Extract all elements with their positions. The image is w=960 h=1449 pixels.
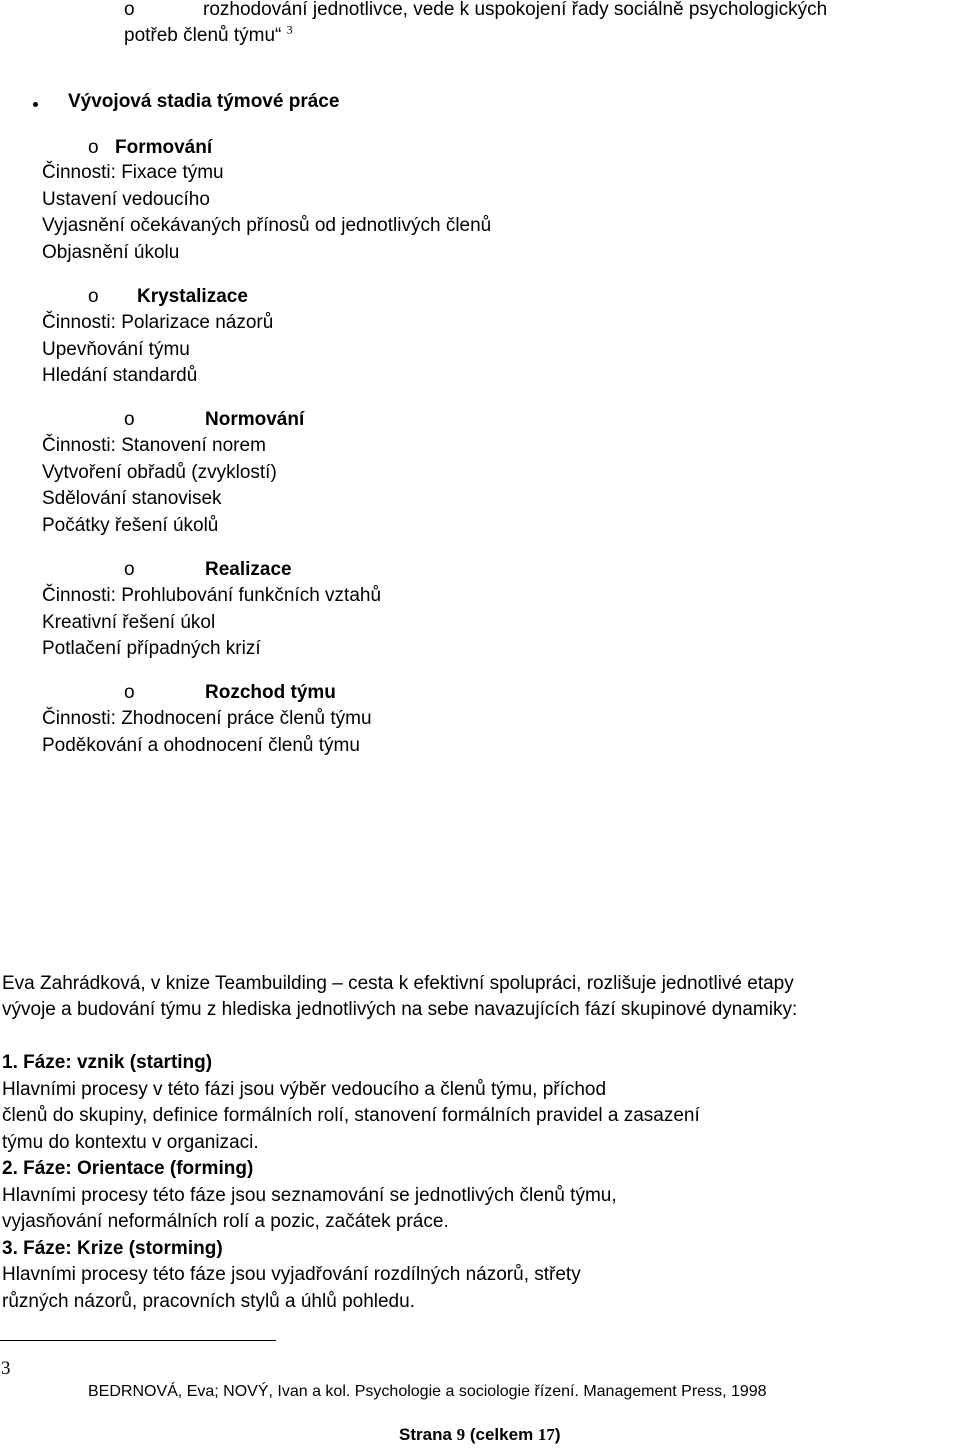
stage-bullet: o [124, 409, 135, 430]
phase-line: Hlavními procesy této fáze jsou seznamování se jednotlivých členů týmu, [2, 1185, 617, 1206]
stage-bullet: o [124, 682, 135, 703]
stage-line: Kreativní řešení úkol [42, 612, 216, 633]
phase-line: týmu do kontextu v organizaci. [2, 1132, 259, 1153]
footnote-reference: 3 [286, 22, 293, 37]
phase-heading-1: 1. Fáze: vznik (starting) [2, 1052, 213, 1073]
stage-title-realizace: Realizace [205, 559, 292, 580]
page-footer [399, 1422, 561, 1449]
stage-title-formovani: Formování [115, 137, 213, 158]
intro-line-2-text: potřeb členů týmu“ [124, 25, 282, 46]
stage-line: Objasnění úkolu [42, 242, 180, 263]
stage-line: Hledání standardů [42, 365, 198, 386]
stage-line: Potlačení případných krizí [42, 638, 261, 659]
section-heading: Vývojová stadia týmové práce [68, 91, 340, 112]
stage-line: Vyjasnění očekávaných přínosů od jednotlivých členů [42, 215, 492, 236]
stage-line: Poděkování a ohodnocení členů týmu [42, 735, 360, 756]
stage-line: Upevňování týmu [42, 339, 190, 360]
bullet-dot-icon [33, 102, 38, 107]
phase-line: Hlavními procesy této fáze jsou vyjadřování rozdílných názorů, střety [2, 1264, 581, 1285]
stage-line: Činnosti: Stanovení norem [42, 435, 266, 456]
stage-line: Činnosti: Fixace týmu [42, 162, 224, 183]
stage-line: Činnosti: Zhodnocení práce členů týmu [42, 708, 372, 729]
stage-line: Činnosti: Polarizace názorů [42, 312, 274, 333]
stage-line: Činnosti: Prohlubování funkčních vztahů [42, 585, 382, 606]
stage-line: Počátky řešení úkolů [42, 515, 219, 536]
phase-line: členů do skupiny, definice formálních rolí, stanovení formálních pravidel a zasazení [2, 1105, 700, 1126]
stage-title-normovani: Normování [205, 409, 305, 430]
page-footer-middle: (celkem [465, 1425, 538, 1444]
phase-line: vyjasňování neformálních rolí a pozic, začátek práce. [2, 1211, 449, 1232]
stage-bullet: o [124, 559, 135, 580]
intro-line-1: rozhodování jednotlivce, vede k uspokojení řady sociálně psychologických [203, 0, 828, 20]
stage-line: Sdělování stanovisek [42, 488, 222, 509]
phase-heading-3: 3. Fáze: Krize (storming) [2, 1238, 223, 1259]
footnote-number: 3 [1, 1358, 11, 1379]
paragraph-line-2: vývoje a budování týmu z hlediska jednotlivých na sebe navazujících fází skupinové dynamiky: [2, 999, 798, 1020]
page-number: 9 [456, 1425, 466, 1444]
stage-bullet: o [88, 286, 99, 307]
paragraph-line-1: Eva Zahrádková, v knize Teambuilding – cesta k efektivní spolupráci, rozlišuje jednotlivé etapy [2, 973, 794, 994]
page-footer-suffix: ) [554, 1425, 561, 1444]
phase-line: Hlavními procesy v této fázi jsou výběr vedoucího a členů týmu, příchod [2, 1079, 607, 1100]
footnote-separator [0, 1340, 276, 1341]
phase-heading-2: 2. Fáze: Orientace (forming) [2, 1158, 254, 1179]
stage-title-krystalizace: Krystalizace [137, 286, 248, 307]
phase-line: různých názorů, pracovních stylů a úhlů pohledu. [2, 1291, 415, 1312]
intro-line-2 [124, 23, 293, 50]
intro-bullet: o [124, 0, 135, 20]
page-total: 17 [537, 1425, 555, 1444]
stage-line: Vytvoření obřadů (zvyklostí) [42, 462, 277, 483]
stage-title-rozchod-tymu: Rozchod týmu [205, 682, 336, 703]
page-footer-prefix: Strana [399, 1425, 457, 1444]
footnote-text: BEDRNOVÁ, Eva; NOVÝ, Ivan a kol. Psychologie a sociologie řízení. Management Press, 1998 [88, 1383, 767, 1400]
stage-line: Ustavení vedoucího [42, 189, 210, 210]
stage-bullet: o [88, 137, 99, 158]
